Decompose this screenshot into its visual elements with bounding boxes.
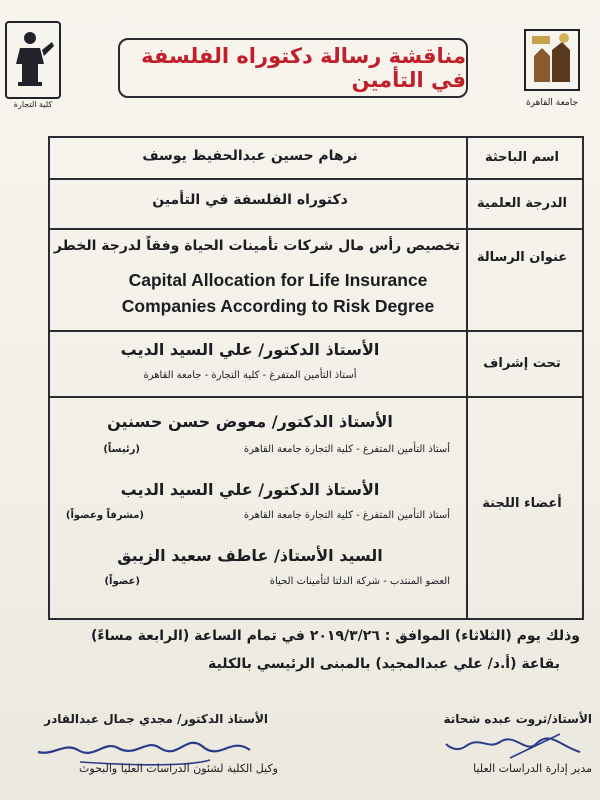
- degree-label: الدرجة العلمية: [477, 196, 567, 211]
- thesis-title-english-line2: Companies According to Risk Degree: [121, 296, 435, 316]
- thesis-label: عنوان الرسالة: [476, 250, 568, 265]
- title-box: [118, 38, 468, 98]
- session-venue-line: بقاعة (أ.د/ علي عبدالمجيد) بالمبنى الرئيسي بالكلية: [208, 656, 560, 672]
- researcher-name: نرهام حسين عبدالحفيظ يوسف: [142, 148, 358, 164]
- committee-label: أعضاء اللجنة: [482, 496, 562, 511]
- committee-member-role: (عضواً): [104, 576, 140, 587]
- right-seal-caption: جامعة القاهرة: [525, 98, 579, 108]
- committee-member-name: الأستاذ الدكتور/ علي السيد الديب: [120, 480, 380, 499]
- committee-member-affiliation: أستاذ التأمين المتفرغ - كلية التجارة جامعة القاهرة: [243, 444, 450, 455]
- row-divider: [48, 330, 584, 332]
- table-bottom-border: [48, 618, 584, 620]
- committee-member-role: (مشرفاً وعضواً): [65, 510, 144, 521]
- page-title: مناقشة رسالة دكتوراه الفلسفة في التأمين: [141, 44, 466, 92]
- row-divider: [48, 396, 584, 398]
- faculty-seal-icon: [4, 20, 62, 100]
- row-divider: [48, 228, 584, 230]
- committee-member-affiliation: العضو المنتدب - شركة الدلتا لتأمينات الحياة: [269, 576, 450, 587]
- supervisor-affiliation: أستاذ التأمين المتفرغ - كلية التجارة - جامعة القاهرة: [143, 370, 357, 381]
- supervision-label: تحت إشراف: [483, 356, 561, 371]
- committee-member-affiliation: أستاذ التأمين المتفرغ - كلية التجارة جامعة القاهرة: [243, 510, 450, 521]
- table-top-border: [48, 136, 584, 138]
- right-signatory-name: الأستاذ/ثروت عبده شحاتة: [443, 712, 592, 726]
- thesis-title-arabic: تخصيص رأس مال شركات تأمينات الحياة وفقاً لدرجة الخطر: [53, 238, 461, 254]
- table-column-divider: [466, 136, 468, 620]
- committee-member-name: السيد الأستاذ/ عاطف سعيد الزيبق: [117, 546, 383, 565]
- table-left-border: [48, 136, 50, 620]
- session-date-line: وذلك يوم (الثلاثاء) الموافق : ٢٠١٩/٣/٢٦ في تمام الساعة (الرابعة مساءً): [91, 628, 580, 644]
- degree-value: دكتوراه الفلسفة في التأمين: [152, 192, 348, 208]
- committee-member-role: (رئيساً): [103, 444, 140, 455]
- thesis-title-english-line1: Capital Allocation for Life Insurance: [128, 270, 428, 290]
- left-signatory-role: وكيل الكلية لشئون الدراسات العليا والبحوث: [79, 762, 278, 775]
- table-right-border: [582, 136, 584, 620]
- right-signatory-role: مدير إدارة الدراسات العليا: [473, 762, 592, 775]
- university-seal-icon: [522, 22, 582, 108]
- left-signatory-name: الأستاذ الدكتور/ مجدي جمال عبدالقادر: [44, 712, 268, 726]
- left-seal-caption: كلية التجارة: [13, 100, 53, 109]
- committee-member-name: الأستاذ الدكتور/ معوض حسن حسنين: [107, 412, 393, 431]
- row-divider: [48, 178, 584, 180]
- researcher-label: اسم الباحثة: [484, 150, 560, 165]
- right-handwritten-signature: [440, 722, 590, 762]
- supervisor-name: الأستاذ الدكتور/ علي السيد الديب: [120, 340, 380, 359]
